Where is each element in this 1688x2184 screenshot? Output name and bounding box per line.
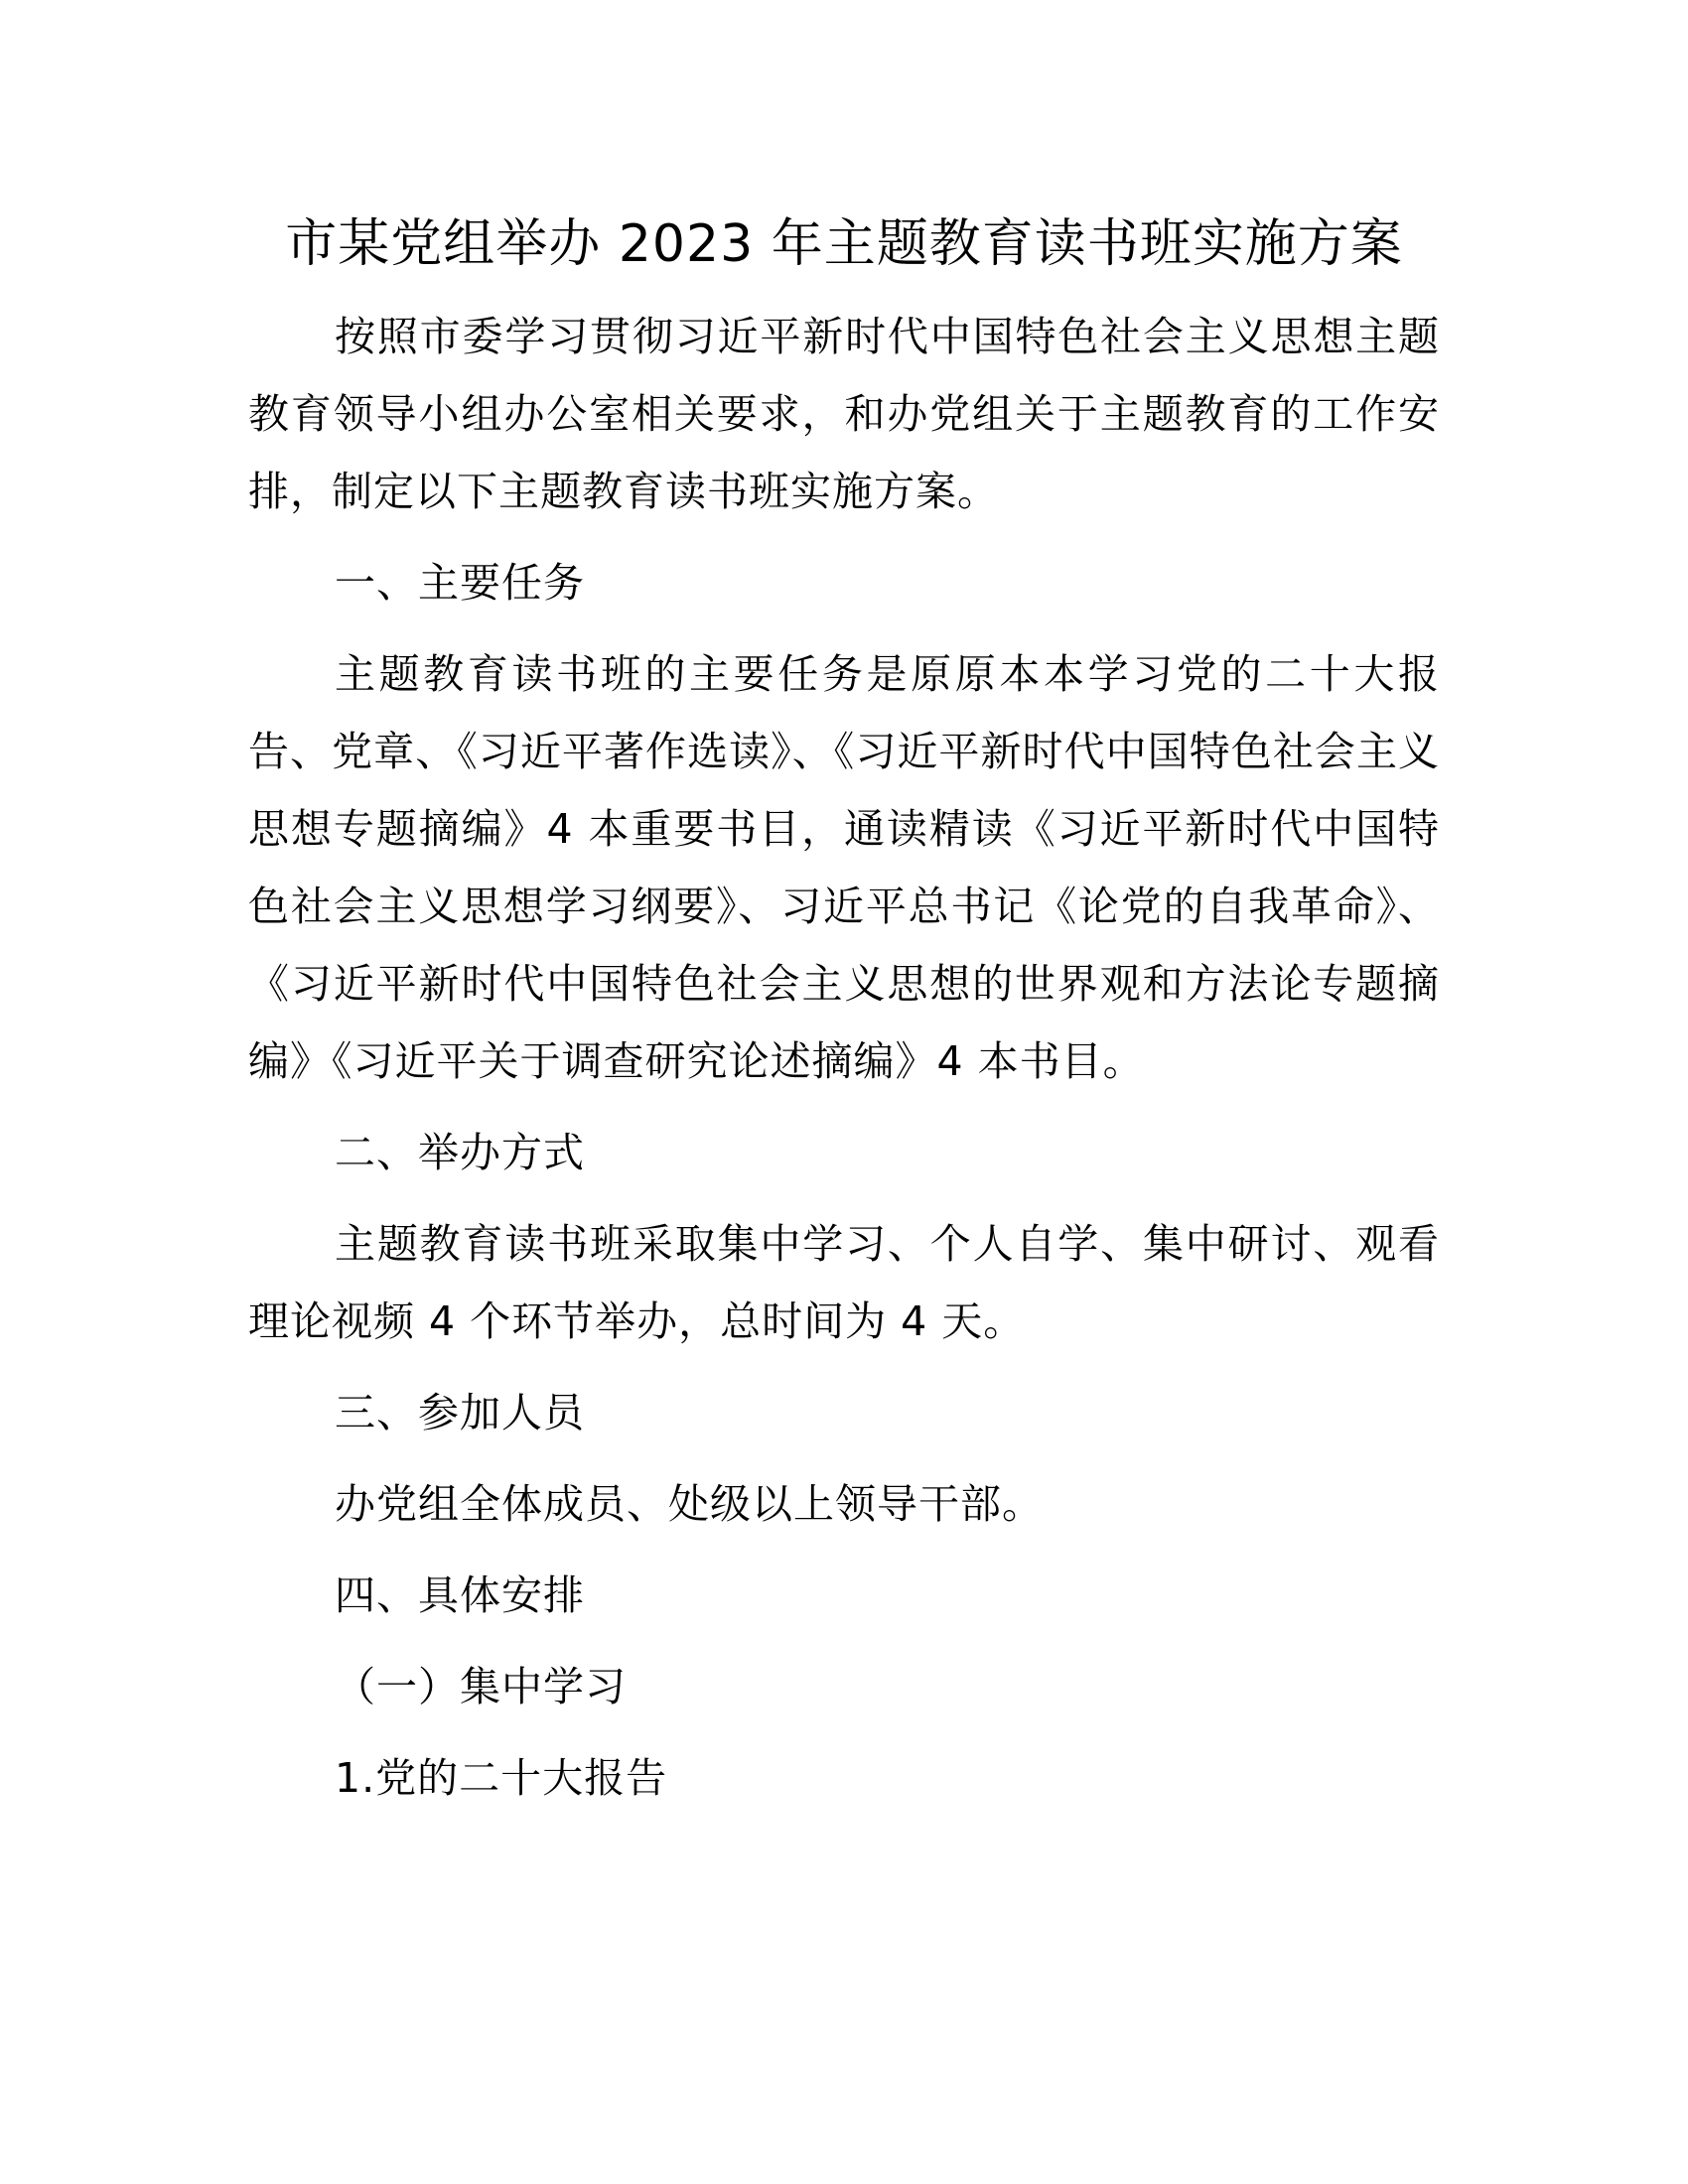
main-tasks-paragraph: 主题教育读书班的主要任务是原原本本学习党的二十大报告、党章、《习近平著作选读》、《习近平新时代中国特色社会主义思想专题摘编》4 本重要书目，通读精读《习近平新时代中国特色社会主义思想学习纲要》、习近平总书记《论党的自我革命》、《习近平新时代中国特色社会主义思想的世界观和方法论专题摘编》《习近平关于调查研究论述摘编》4 本书目。 [248, 650, 1440, 1085]
section-heading-arrangements: 四、具体安排 [335, 1571, 585, 1619]
list-item-report: 1.党的二十大报告 [335, 1754, 668, 1802]
document-title: 市某党组举办 2023 年主题教育读书班实施方案 [285, 214, 1403, 274]
intro-paragraph: 按照市委学习贯彻习近平新时代中国特色社会主义思想主题教育领导小组办公室相关要求，和办党组关于主题教育的工作安排，制定以下主题教育读书班实施方案。 [248, 313, 1440, 515]
document-body [248, 298, 1440, 1831]
format-paragraph: 主题教育读书班采取集中学习、个人自学、集中研讨、观看理论视频 4 个环节举办，总时间为 4 天。 [248, 1220, 1440, 1345]
participants-paragraph: 办党组全体成员、处级以上领导干部。 [335, 1480, 1044, 1528]
subheading-centralized-study: （一）集中学习 [335, 1663, 627, 1710]
section-heading-main-tasks: 一、主要任务 [335, 559, 585, 607]
section-heading-participants: 三、参加人员 [335, 1389, 585, 1436]
section-heading-format: 二、举办方式 [335, 1129, 585, 1176]
